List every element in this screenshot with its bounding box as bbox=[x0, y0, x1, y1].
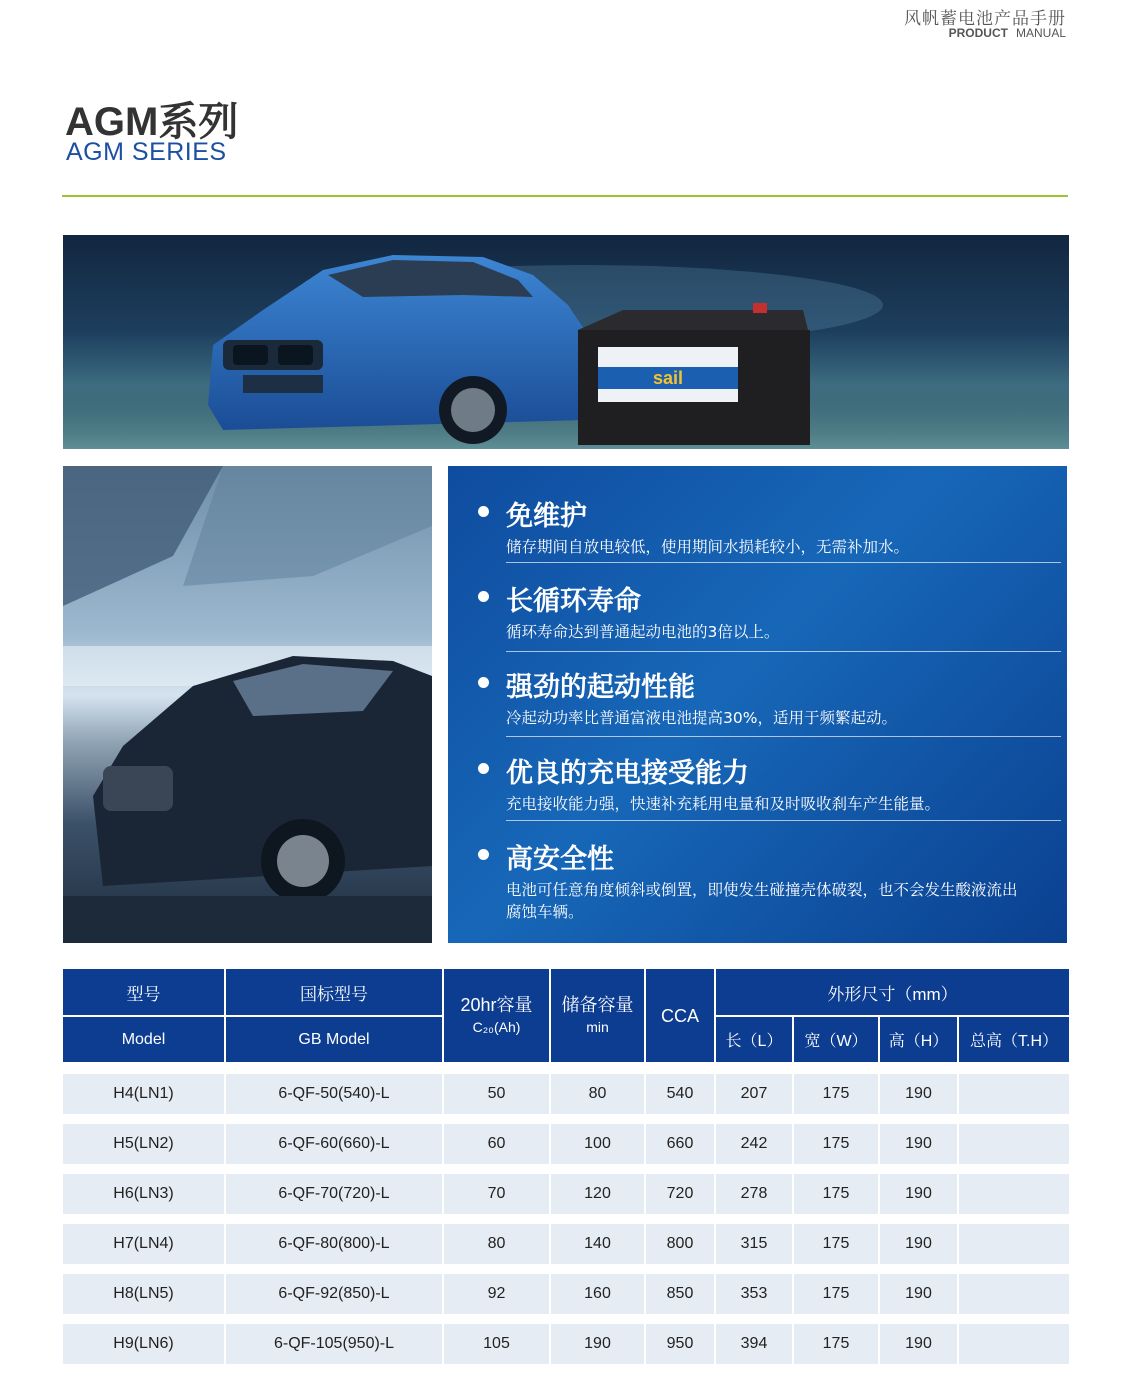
battery-brand-text: sail bbox=[653, 368, 684, 388]
page-subtitle: AGM SERIES bbox=[66, 138, 227, 166]
spec-table-body bbox=[63, 1062, 1069, 1364]
spacer-cell bbox=[646, 1062, 716, 1074]
cell-gb-model: 6-QF-92(850)-L bbox=[226, 1274, 444, 1314]
spacer-cell bbox=[63, 1314, 226, 1324]
cell-cca: 660 bbox=[646, 1124, 716, 1164]
header-length: 长（L） bbox=[716, 1017, 794, 1062]
manual-label: MANUAL bbox=[1015, 26, 1066, 40]
cell-height: 190 bbox=[880, 1074, 959, 1114]
cell-length: 353 bbox=[716, 1274, 794, 1314]
feature-divider bbox=[506, 562, 1061, 563]
cell-cca: 540 bbox=[646, 1074, 716, 1114]
cell-length: 394 bbox=[716, 1324, 794, 1364]
cell-cca: 950 bbox=[646, 1324, 716, 1364]
row-spacer bbox=[63, 1264, 1069, 1274]
cell-gb-model: 6-QF-105(950)-L bbox=[226, 1324, 444, 1364]
spacer-cell bbox=[646, 1314, 716, 1324]
product-label: PRODUCT bbox=[948, 26, 1008, 40]
spacer-cell bbox=[63, 1062, 226, 1074]
table-row bbox=[63, 1274, 1069, 1314]
spacer-cell bbox=[444, 1214, 551, 1224]
feature-title: 长循环寿命 bbox=[506, 586, 641, 617]
spacer-cell bbox=[959, 1214, 1069, 1224]
bullet-icon bbox=[478, 677, 489, 688]
feature-divider bbox=[506, 736, 1061, 737]
spacer-cell bbox=[444, 1314, 551, 1324]
cell-gb-model: 6-QF-60(660)-L bbox=[226, 1124, 444, 1164]
manual-subtitle bbox=[949, 26, 1066, 40]
features-panel bbox=[448, 466, 1067, 943]
cell-capacity: 60 bbox=[444, 1124, 551, 1164]
spacer-cell bbox=[794, 1164, 880, 1174]
spacer-cell bbox=[794, 1214, 880, 1224]
feature-title: 强劲的起动性能 bbox=[506, 672, 695, 703]
header-dimensions: 外形尺寸（mm） bbox=[716, 969, 1069, 1017]
cell-length: 242 bbox=[716, 1124, 794, 1164]
spacer-cell bbox=[551, 1062, 646, 1074]
spacer-cell bbox=[880, 1264, 959, 1274]
spacer-cell bbox=[716, 1114, 794, 1124]
cell-height: 190 bbox=[880, 1274, 959, 1314]
page-title: AGM系列 bbox=[65, 100, 239, 144]
cell-width: 175 bbox=[794, 1174, 880, 1214]
header-gb-model-en: GB Model bbox=[226, 1017, 444, 1062]
spacer-cell bbox=[880, 1114, 959, 1124]
header-gb-model-cn: 国标型号 bbox=[226, 969, 444, 1017]
spacer-cell bbox=[959, 1062, 1069, 1074]
cell-capacity: 105 bbox=[444, 1324, 551, 1364]
spacer-cell bbox=[646, 1114, 716, 1124]
header-capacity bbox=[444, 969, 551, 1062]
cell-model: H5(LN2) bbox=[63, 1124, 226, 1164]
spacer-cell bbox=[226, 1314, 444, 1324]
spacer-cell bbox=[63, 1264, 226, 1274]
spacer-cell bbox=[63, 1114, 226, 1124]
spacer-cell bbox=[794, 1114, 880, 1124]
spacer-cell bbox=[551, 1214, 646, 1224]
bullet-icon bbox=[478, 763, 489, 774]
spacer-cell bbox=[444, 1114, 551, 1124]
header-width: 宽（W） bbox=[794, 1017, 880, 1062]
cell-capacity: 70 bbox=[444, 1174, 551, 1214]
cell-reserve: 190 bbox=[551, 1324, 646, 1364]
bullet-icon bbox=[478, 591, 489, 602]
row-spacer bbox=[63, 1314, 1069, 1324]
header-total-height: 总高（T.H） bbox=[959, 1017, 1069, 1062]
spacer-cell bbox=[880, 1314, 959, 1324]
spacer-cell bbox=[646, 1164, 716, 1174]
spacer-cell bbox=[226, 1264, 444, 1274]
cell-length: 315 bbox=[716, 1224, 794, 1264]
spacer-cell bbox=[959, 1164, 1069, 1174]
cell-model: H6(LN3) bbox=[63, 1174, 226, 1214]
spacer-cell bbox=[551, 1114, 646, 1124]
cell-length: 278 bbox=[716, 1174, 794, 1214]
cell-gb-model: 6-QF-80(800)-L bbox=[226, 1224, 444, 1264]
hero-banner bbox=[63, 235, 1069, 449]
bullet-icon bbox=[478, 506, 489, 517]
header-reserve bbox=[551, 969, 646, 1062]
cell-total-height bbox=[959, 1174, 1069, 1214]
cell-reserve: 160 bbox=[551, 1274, 646, 1314]
row-spacer bbox=[63, 1214, 1069, 1224]
cell-width: 175 bbox=[794, 1274, 880, 1314]
row-spacer bbox=[63, 1062, 1069, 1074]
spacer-cell bbox=[880, 1164, 959, 1174]
spacer-cell bbox=[226, 1114, 444, 1124]
spacer-cell bbox=[444, 1164, 551, 1174]
cell-reserve: 120 bbox=[551, 1174, 646, 1214]
feature-divider bbox=[506, 651, 1061, 652]
spacer-cell bbox=[959, 1264, 1069, 1274]
feature-desc: 循环寿命达到普通起动电池的3倍以上。 bbox=[506, 623, 780, 641]
spacer-cell bbox=[794, 1062, 880, 1074]
cell-height: 190 bbox=[880, 1224, 959, 1264]
spacer-cell bbox=[959, 1314, 1069, 1324]
spec-table bbox=[63, 969, 1069, 1364]
feature-title: 优良的充电接受能力 bbox=[506, 758, 749, 789]
cell-reserve: 100 bbox=[551, 1124, 646, 1164]
table-row bbox=[63, 1124, 1069, 1164]
cell-model: H9(LN6) bbox=[63, 1324, 226, 1364]
cell-width: 175 bbox=[794, 1124, 880, 1164]
manual-title: 风帆蓄电池产品手册 bbox=[904, 9, 1066, 29]
header-capacity-unit: C₂₀(Ah) bbox=[472, 1018, 521, 1035]
cell-total-height bbox=[959, 1124, 1069, 1164]
spacer-cell bbox=[959, 1114, 1069, 1124]
spacer-cell bbox=[716, 1264, 794, 1274]
cell-height: 190 bbox=[880, 1174, 959, 1214]
cell-cca: 800 bbox=[646, 1224, 716, 1264]
header-reserve-unit: min bbox=[586, 1018, 609, 1035]
spacer-cell bbox=[646, 1214, 716, 1224]
cell-total-height bbox=[959, 1074, 1069, 1114]
spacer-cell bbox=[551, 1264, 646, 1274]
feature-title: 免维护 bbox=[506, 501, 587, 532]
cell-gb-model: 6-QF-70(720)-L bbox=[226, 1174, 444, 1214]
cell-width: 175 bbox=[794, 1324, 880, 1364]
header-model-en: Model bbox=[63, 1017, 226, 1062]
cell-cca: 850 bbox=[646, 1274, 716, 1314]
sedan-photo bbox=[63, 466, 432, 943]
spacer-cell bbox=[444, 1264, 551, 1274]
spacer-cell bbox=[226, 1214, 444, 1224]
table-row bbox=[63, 1224, 1069, 1264]
spacer-cell bbox=[444, 1062, 551, 1074]
spacer-cell bbox=[63, 1164, 226, 1174]
spacer-cell bbox=[716, 1214, 794, 1224]
cell-height: 190 bbox=[880, 1124, 959, 1164]
banner-illustration bbox=[63, 235, 1069, 449]
cell-cca: 720 bbox=[646, 1174, 716, 1214]
feature-divider bbox=[506, 820, 1061, 821]
cell-capacity: 50 bbox=[444, 1074, 551, 1114]
spacer-cell bbox=[551, 1314, 646, 1324]
sedan-illustration bbox=[63, 466, 432, 943]
title-divider bbox=[62, 195, 1068, 197]
cell-width: 175 bbox=[794, 1224, 880, 1264]
header-cca: CCA bbox=[646, 969, 716, 1062]
spacer-cell bbox=[226, 1164, 444, 1174]
cell-total-height bbox=[959, 1274, 1069, 1314]
spacer-cell bbox=[794, 1264, 880, 1274]
cell-model: H7(LN4) bbox=[63, 1224, 226, 1264]
cell-capacity: 92 bbox=[444, 1274, 551, 1314]
cell-model: H8(LN5) bbox=[63, 1274, 226, 1314]
header-reserve-label: 储备容量 bbox=[561, 994, 634, 1015]
table-row bbox=[63, 1324, 1069, 1364]
cell-total-height bbox=[959, 1324, 1069, 1364]
spacer-cell bbox=[880, 1062, 959, 1074]
bullet-icon bbox=[478, 849, 489, 860]
feature-desc: 冷起动功率比普通富液电池提高30%，适用于频繁起动。 bbox=[506, 709, 897, 727]
spacer-cell bbox=[226, 1062, 444, 1074]
cell-reserve: 140 bbox=[551, 1224, 646, 1264]
header-height: 高（H） bbox=[880, 1017, 959, 1062]
spacer-cell bbox=[63, 1214, 226, 1224]
table-row bbox=[63, 1174, 1069, 1214]
spacer-cell bbox=[646, 1264, 716, 1274]
feature-desc: 充电接收能力强，快速补充耗用电量和及时吸收刹车产生能量。 bbox=[506, 795, 941, 813]
spacer-cell bbox=[551, 1164, 646, 1174]
spacer-cell bbox=[716, 1314, 794, 1324]
spacer-cell bbox=[880, 1214, 959, 1224]
spacer-cell bbox=[794, 1314, 880, 1324]
cell-length: 207 bbox=[716, 1074, 794, 1114]
cell-capacity: 80 bbox=[444, 1224, 551, 1264]
cell-gb-model: 6-QF-50(540)-L bbox=[226, 1074, 444, 1114]
cell-height: 190 bbox=[880, 1324, 959, 1364]
cell-model: H4(LN1) bbox=[63, 1074, 226, 1114]
cell-width: 175 bbox=[794, 1074, 880, 1114]
header-model-cn: 型号 bbox=[63, 969, 226, 1017]
spacer-cell bbox=[716, 1164, 794, 1174]
row-spacer bbox=[63, 1114, 1069, 1124]
cell-total-height bbox=[959, 1224, 1069, 1264]
header-capacity-label: 20hr容量 bbox=[460, 994, 533, 1015]
feature-desc: 电池可任意角度倾斜或倒置，即使发生碰撞壳体破裂，也不会发生酸液流出腐蚀车辆。 bbox=[506, 881, 1018, 921]
spacer-cell bbox=[716, 1062, 794, 1074]
feature-title: 高安全性 bbox=[506, 844, 614, 875]
row-spacer bbox=[63, 1164, 1069, 1174]
table-row bbox=[63, 1074, 1069, 1114]
feature-desc: 储存期间自放电较低，使用期间水损耗较小，无需补加水。 bbox=[506, 538, 910, 556]
cell-reserve: 80 bbox=[551, 1074, 646, 1114]
